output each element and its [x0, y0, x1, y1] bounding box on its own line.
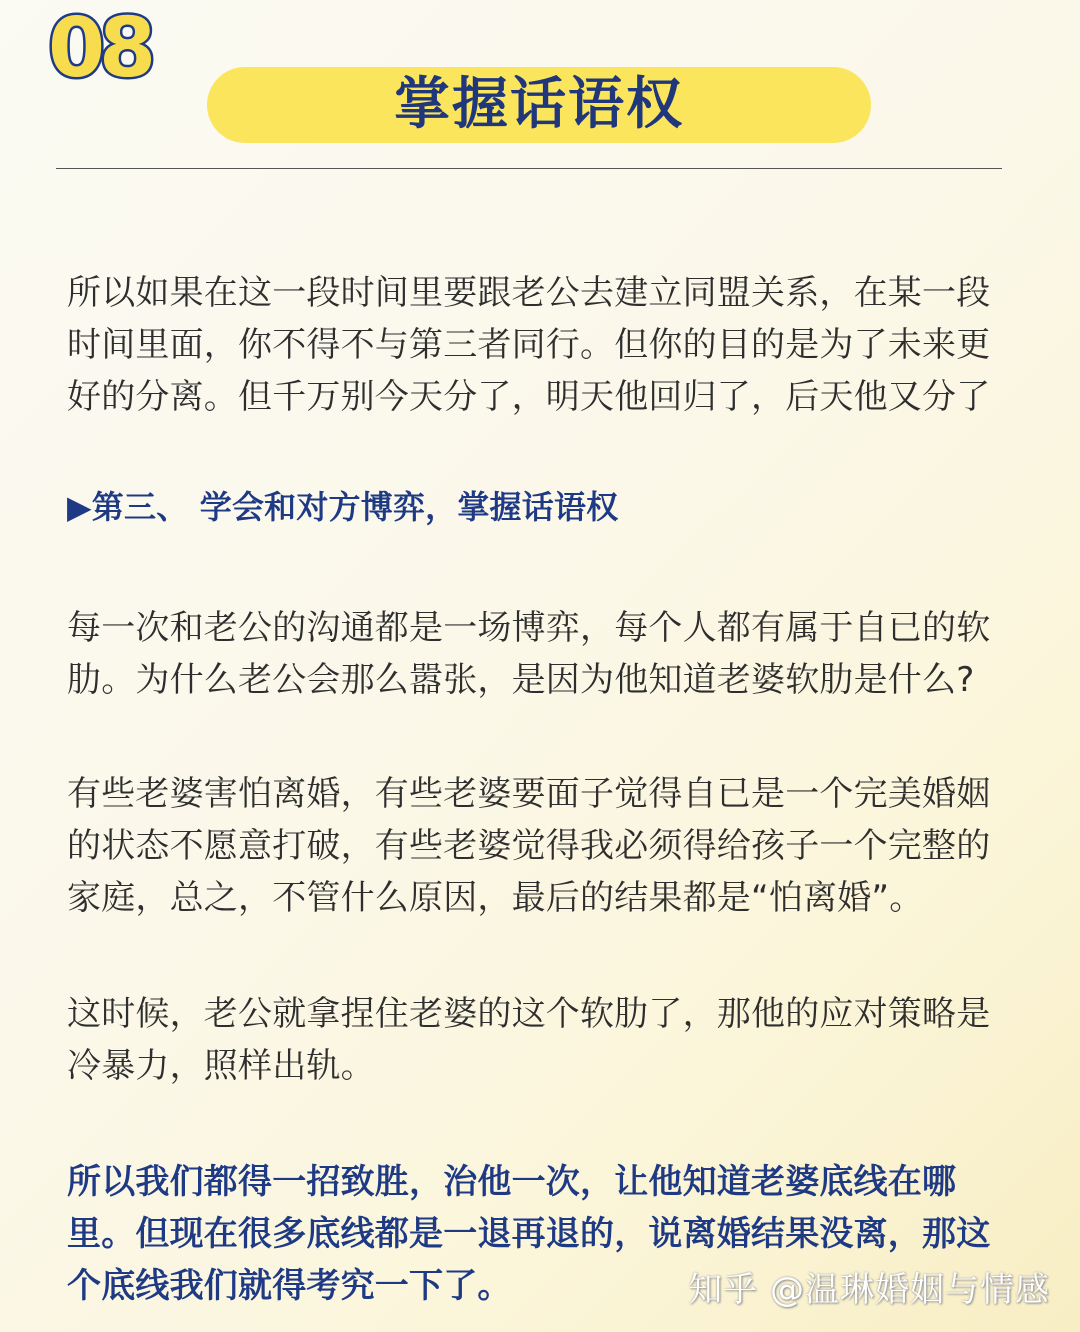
paragraph-alliance: 所以如果在这一段时间里要跟老公去建立同盟关系，在某一段时间里面，你不得不与第三者同行。但你的目的是为了未来更好的分离。但千万别今天分了，明天他回归了，后天他又分了 — [67, 273, 991, 417]
article-body — [67, 267, 1017, 1312]
header-divider — [56, 168, 1002, 169]
source-watermark: 知乎 @温琳婚姻与情感 — [688, 1270, 1050, 1310]
section-heading-game: ▶第三、 学会和对方博弈，掌握话语权 — [67, 488, 619, 526]
paragraph-cold-violence: 这时候，老公就拿捏住老婆的这个软肋了，那他的应对策略是冷暴力，照样出轨。 — [67, 994, 991, 1086]
section-title: 掌握话语权 — [394, 72, 684, 137]
paragraph-fear-divorce: 有些老婆害怕离婚，有些老婆要面子觉得自已是一个完美婚姻的状态不愿意打破，有些老婆觉得我必须得给孩子一个完整的家庭，总之，不管什么原因，最后的结果都是“怕离婚”。 — [67, 774, 991, 918]
section-number-badge: 08 — [48, 1, 151, 96]
paragraph-weakness: 每一次和老公的沟通都是一场博弈，每个人都有属于自已的软肋。为什么老公会那么嚣张，是因为他知道老婆软肋是什么? — [67, 608, 991, 700]
paragraph-bottom-line: 所以我们都得一招致胜，治他一次，让他知道老婆底线在哪里。但现在很多底线都是一退再退的，说离婚结果没离，那这个底线我们就得考究一下了。 — [67, 1162, 991, 1306]
